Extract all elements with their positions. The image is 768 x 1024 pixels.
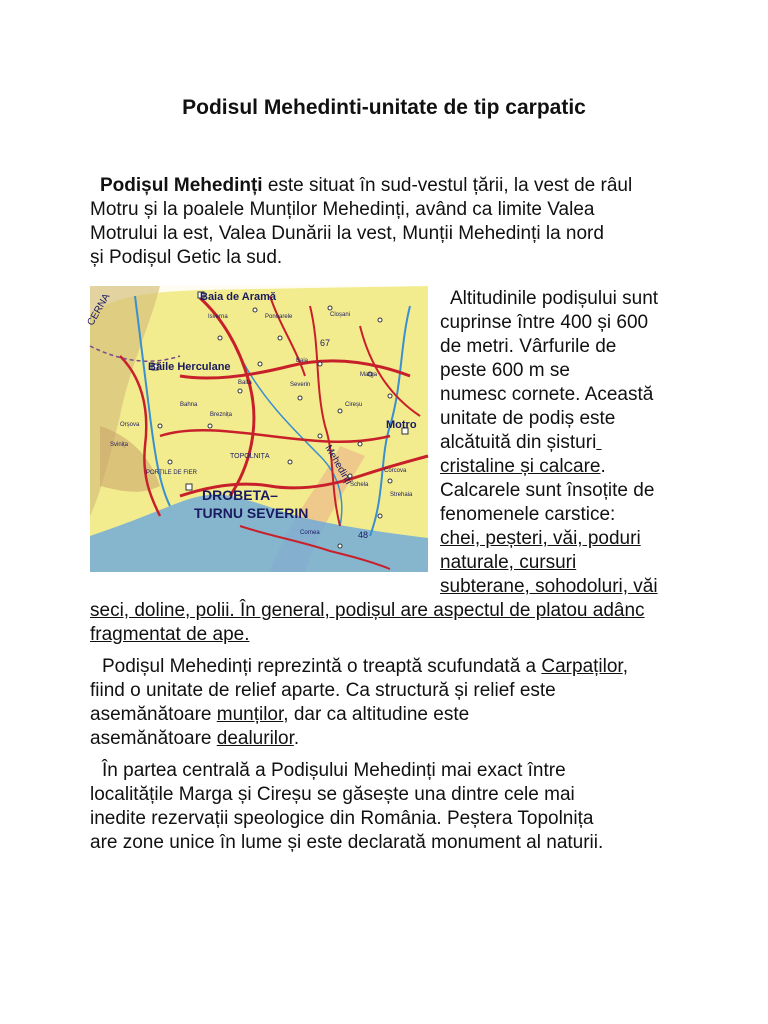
p4-line-2: localitățile Marga și Cireșu se găsește una dintre cele mai (90, 784, 575, 805)
map-label-marga: Marga (360, 372, 378, 378)
p2-line-5: numesc cornete. Această (440, 384, 654, 405)
p2-line-4: peste 600 m se (440, 360, 570, 381)
p2-line-1: Altitudinile podișului sunt (450, 288, 659, 309)
map-label-topolnita: TOPOLNIȚA (230, 453, 270, 460)
p3-line-3 (90, 704, 469, 726)
p2-line-7 (440, 432, 602, 454)
link-fenomene-2[interactable]: naturale, cursuri (440, 552, 577, 573)
map-label-ponoarele: Ponoarele (265, 314, 293, 320)
link-dealurilor[interactable]: dealurilor (216, 728, 294, 749)
p3-line-3-tail: , dar ca altitudine este (283, 704, 470, 725)
p2-line-9: Calcarele sunt însoțite de (440, 480, 655, 501)
link-fenomene-5[interactable]: fragmentat de ape. (90, 624, 250, 645)
p4-line-4: are zone unice în lume și este declarată monument al naturii. (90, 832, 604, 853)
map-label-drobeta-2: TURNU SEVERIN (194, 505, 309, 521)
p2-line-6: unitate de podiș este (440, 408, 616, 429)
map-label-route-48: 48 (358, 530, 369, 540)
p2-line-7-text: alcătuită din șisturi (440, 432, 597, 453)
map-label-cerna: CERNA (85, 291, 113, 328)
map-label-route-67: 67 (320, 338, 331, 348)
p1-line-1-rest: este situat în sud-vestul țării, la vest de râul (262, 175, 633, 196)
map-label-breznita: Breznița (210, 412, 233, 418)
map-label-cornea: Cornea (300, 530, 320, 536)
map-label-baia: Baia (296, 358, 309, 364)
map-label-baia-de-arama: Baia de Aramă (200, 291, 277, 303)
map-label-cireșu: Cireșu (345, 402, 363, 408)
p3-line-4-pre: asemănătoare (90, 728, 217, 749)
map-label-portile: PORȚILE DE FIER (146, 470, 198, 476)
page-title: Podisul Mehedinti-unitate de tip carpatic (182, 96, 586, 119)
map-label-balta: Balta (238, 380, 252, 386)
p4-line-1: În partea centrală a Podișului Mehedinți mai exact între (102, 760, 566, 781)
map-label-baile-herculane: Băile Herculane (148, 361, 231, 373)
link-muntilor[interactable]: munților (216, 704, 284, 725)
p2-line-10: fenomenele carstice: (440, 504, 616, 525)
map-label-bahna: Bahna (180, 402, 198, 408)
p3-line-4 (90, 728, 299, 750)
map-label-strehaia: Strehaia (390, 492, 413, 498)
map-label-svinita: Svinița (110, 442, 129, 448)
link-fenomene-3[interactable]: subterane, sohodoluri, văi (440, 576, 658, 597)
p1-line-4: și Podișul Getic la sud. (90, 247, 283, 268)
map-label-schela: Schela (350, 482, 369, 488)
p1-line-3: Motrului la est, Valea Dunării la vest, Munții Mehedinți la nord (90, 223, 604, 244)
map-label-corcova: Corcova (384, 468, 407, 474)
p2-line-3: de metri. Vârfurile de (440, 336, 617, 357)
p3-line-1-pre: Podișul Mehedinți reprezintă o treaptă scufundată a (102, 656, 542, 677)
p3-line-2: fiind o unitate de relief aparte. Ca structură și relief este (90, 680, 556, 701)
map-label-mehedinti: Mehedinți (322, 443, 354, 487)
map-label-closani: Cloșani (330, 312, 351, 318)
p3-line-1 (102, 656, 628, 678)
p2-line-8-tail: . (600, 456, 606, 477)
p3-line-3-pre: asemănătoare (90, 704, 217, 725)
p3-line-1-tail: , (622, 656, 628, 677)
map-label-severin: Severin (290, 382, 311, 388)
link-carpatilor[interactable]: Carpaților (541, 656, 623, 677)
map-label-drobeta-1: DROBETA– (202, 487, 278, 503)
link-cristaline-calcare[interactable]: cristaline și calcare (440, 456, 601, 477)
p1-line-2: Motru și la poalele Munților Mehedinți, având ca limite Valea (90, 199, 595, 220)
p2-line-2: cuprinse între 400 și 600 (440, 312, 649, 333)
link-fenomene-1[interactable]: chei, peșteri, văi, poduri (440, 528, 641, 549)
p4-line-3: inedite rezervații speologice din România. Peștera Topolnița (90, 808, 594, 829)
map-label-orsova: Orșova (120, 422, 140, 428)
p1-lead-bold: Podișul Mehedinți (100, 175, 263, 196)
map-label-motru: Motro (386, 419, 417, 431)
p2-line-8 (440, 456, 606, 478)
p3-line-4-tail: . (293, 728, 300, 749)
map-label-isverna: Isverna (208, 314, 228, 320)
mehedinti-map-image (85, 286, 428, 572)
link-fenomene-4[interactable]: seci, doline, polii. În general, podișul are aspectul de platou adânc (90, 600, 645, 621)
p1-line-1 (100, 175, 632, 197)
